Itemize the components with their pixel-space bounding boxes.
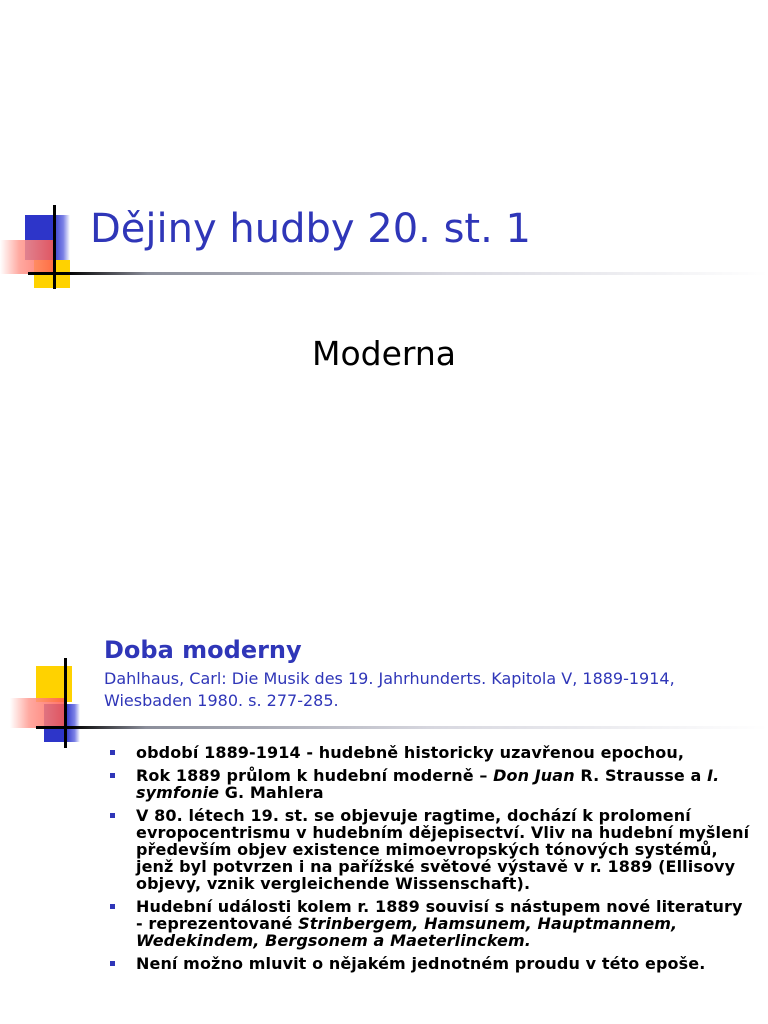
title-underline xyxy=(36,726,768,729)
bullet-item xyxy=(108,807,754,892)
logo-red-bar xyxy=(0,240,55,274)
bullet-text: R. Strausse a xyxy=(574,766,708,785)
bullet-item xyxy=(108,898,754,949)
slide-title: Dějiny hudby 20. st. 1 xyxy=(90,206,531,252)
slide-title: Doba moderny xyxy=(104,636,302,664)
content-slide xyxy=(0,600,768,1024)
bullet-item xyxy=(108,767,754,801)
bullet-italic-text: Strinbergem, Hamsunem, Hauptmannem, Wedekindem, Bergsonem a Maeterlinckem. xyxy=(136,914,678,950)
slide-subtitle: Moderna xyxy=(311,334,457,373)
bullet-square-icon xyxy=(110,773,115,778)
title-underline xyxy=(28,272,768,275)
bullet-list xyxy=(108,744,754,978)
logo-vertical-line xyxy=(64,658,67,748)
bullet-text: Rok 1889 průlom k hudební moderně – xyxy=(136,766,494,785)
logo-vertical-line xyxy=(53,205,56,289)
bullet-item xyxy=(108,955,754,972)
bullet-item xyxy=(108,744,754,761)
bullet-italic-text: Don Juan xyxy=(493,766,575,785)
bullet-text: G. Mahlera xyxy=(219,783,324,802)
bullet-square-icon xyxy=(110,961,115,966)
bullet-text: Není možno mluvit o nějakém jednotném proudu v této epoše. xyxy=(136,954,706,973)
bullet-text: Hudební události kolem r. 1889 souvisí s nástupem nové literatury - reprezentované xyxy=(136,897,743,933)
bullet-square-icon xyxy=(110,750,115,755)
bullet-square-icon xyxy=(110,904,115,909)
bullet-text: V 80. létech 19. st. se objevuje ragtime, dochází k prolomení evropocentrismu v hudebním dějepisectví. Vliv na hudební myšlení především objev existence mimoevropských tónových systémů, jenž byl potvrzen i na pařížské světové výstavě v r. 1889 (Ellisovy objevy, vznik vergleichende Wissenschaft). xyxy=(136,806,750,893)
reference-citation: Dahlhaus, Carl: Die Musik des 19. Jahrhunderts. Kapitola V, 1889-1914, Wiesbaden 1980. s. 277-285. xyxy=(104,669,675,710)
logo-red-bar xyxy=(10,698,64,728)
bullet-text: období 1889-1914 - hudebně historicky uzavřenou epochou, xyxy=(136,743,685,762)
bullet-square-icon xyxy=(110,813,115,818)
bullet-italic-text: I. symfonie xyxy=(136,766,720,802)
